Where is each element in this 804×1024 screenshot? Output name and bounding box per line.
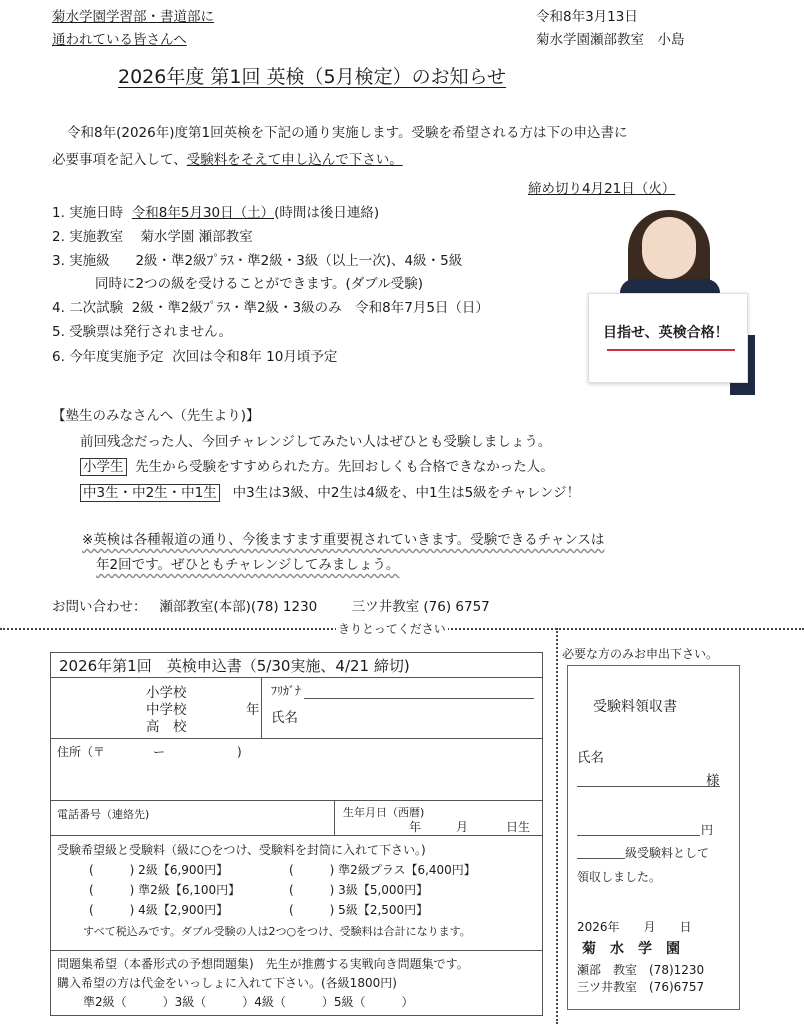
phone-label[interactable]: 電話番号（連絡先): [57, 808, 150, 821]
workbook-line-2: 購入希望の方は代金をいっしょに入れて下さい。(各級1800円): [57, 976, 397, 990]
list-item: 5. 受験票は発行されません。: [52, 324, 232, 340]
intro-emphasis: 受験料をそえて申し込んで下さい。: [186, 152, 403, 168]
receipt-grade-text: 級受験料として: [625, 846, 710, 860]
school-high: 高 校: [146, 719, 187, 735]
sign-text: 目指せ、英検合格！: [603, 325, 729, 341]
face: [642, 217, 696, 279]
grade-option[interactable]: ( ) 準2級【6,100円】: [89, 883, 241, 897]
tax-note: すべて税込みです。ダブル受験の人は2つ○をつけ、受験料は合計になります。: [83, 925, 471, 938]
address-label: 住所（〒 ー ): [57, 745, 242, 759]
receipt-amount-field: [577, 835, 700, 836]
receipt-note: 必要な方のみお申出下さい。: [562, 647, 719, 661]
grade-option[interactable]: ( ) 3級【5,000円】: [289, 883, 429, 897]
receipt-title: 受験料領収書: [593, 699, 677, 715]
intro-line-1: 令和8年(2026年)度第1回英検を下記の通り実施します。受験を希望される方は下の申込書に: [67, 125, 628, 141]
school-elementary: 小学校: [146, 685, 187, 701]
cut-text: きりとってください: [338, 622, 446, 636]
receipt-received: 領収しました。: [577, 870, 662, 884]
list-item: 4. 二次試験 2級・準2級ﾌﾟﾗｽ・準2級・3級のみ 令和8年7月5日（日）: [52, 300, 489, 316]
note-line-1: ※英検は各種報道の通り、今後ますます重要視されていきます。受験できるチャンスは: [82, 532, 605, 548]
list-item: 1. 実施日時 令和8年5月30日（土）(時間は後日連絡): [52, 205, 380, 221]
receipt: [567, 665, 740, 1010]
grade-selection-row: [51, 836, 542, 951]
address-row[interactable]: [51, 739, 542, 801]
school-junior: 中学校: [146, 702, 187, 718]
grade-option[interactable]: ( ) 2級【6,900円】: [89, 863, 229, 877]
intro-line-2: [52, 148, 403, 168]
workbook-options[interactable]: 準2級（ ）3級（ ）4級（ ）5級（ ）: [83, 995, 414, 1009]
teacher-line-2: 小学生 先生から受験をすすめられた方。先回おしくも合格できなかった人。: [80, 455, 554, 475]
birth-day: 日生: [506, 820, 531, 834]
list-item: 同時に2つの級を受けることができます。(ダブル受験): [95, 276, 424, 292]
birth-month: 月: [456, 820, 469, 834]
teacher-heading: 【塾生のみなさんへ（先生より)】: [52, 408, 260, 424]
application-form: [50, 652, 543, 1016]
birth-label[interactable]: 生年月日（西暦): [343, 806, 425, 819]
recipient-line-2: 通われている皆さんへ: [52, 32, 187, 48]
birth-year: 年: [409, 820, 422, 834]
receipt-name-label: 氏名: [577, 750, 604, 766]
intro-text: 必要事項を記入して、: [52, 152, 187, 168]
sign-board: [588, 293, 748, 383]
contact: お問い合わせ： 瀬部教室(本部)(78) 1230 三ツ井教室 (76) 6757: [52, 599, 490, 615]
teacher-line-3: 中3生・中2生・中1生 中3生は3級、中2生は4級を、中1生は5級をチャレンジ！: [80, 481, 580, 501]
sign-underline: [607, 349, 735, 351]
grade-option[interactable]: ( ) 4級【2,900円】: [89, 903, 229, 917]
receipt-branch-2: 三ツ井教室 (76)6757: [577, 980, 705, 994]
deadline: 締め切り4月21日（火）: [528, 181, 676, 197]
receipt-org: 菊 水 学 園: [582, 941, 680, 957]
school-name-row: [51, 678, 542, 739]
name-label: 氏名: [271, 710, 298, 726]
cut-line-vertical: [556, 628, 558, 1024]
note-line-2: 年2回です。ぜひともチャレンジしてみましょう。: [96, 557, 400, 573]
receipt-yen: 円: [701, 823, 714, 837]
sender: 菊水学園瀬部教室 小島: [536, 32, 685, 48]
receipt-branch-1: 瀬部 教室 (78)1230: [577, 963, 705, 977]
furigana-label: ﾌﾘｶﾞﾅ: [271, 684, 302, 698]
tag-junior-high: 中3生・中2生・中1生: [80, 484, 220, 502]
phone-birth-row: [51, 801, 542, 836]
page-title: 2026年度 第1回 英検（5月検定）のお知らせ: [118, 66, 507, 88]
grade-option[interactable]: ( ) 5級【2,500円】: [289, 903, 429, 917]
student-photo: [580, 205, 755, 395]
receipt-date: 2026年 月 日: [577, 920, 692, 934]
tag-elementary: 小学生: [80, 458, 127, 476]
list-item: 3. 実施級 2級・準2級ﾌﾟﾗｽ・準2級・3級（以上一次)、4級・5級: [52, 253, 463, 269]
workbook-row: [51, 951, 542, 1017]
receipt-name-field: [577, 786, 720, 787]
form-title: 2026年第1回 英検申込書（5/30実施、4/21 締切): [59, 657, 410, 675]
workbook-line-1: 問題集希望（本番形式の予想問題集) 先生が推薦する実戦向き問題集です。: [57, 957, 469, 971]
furigana-field[interactable]: [304, 698, 534, 699]
list-item: 2. 実施教室 菊水学園 瀬部教室: [52, 229, 253, 245]
teacher-line-1: 前回残念だった人、今回チャレンジしてみたい人はぜひとも受験しましょう。: [80, 434, 552, 450]
grades-heading: 受験希望級と受験料（級に○をつけ、受験料を封筒に入れて下さい。): [57, 843, 426, 857]
grade-option[interactable]: ( ) 準2級プラス【6,400円】: [289, 863, 476, 877]
receipt-grade-field: [577, 858, 625, 859]
form-title-row: [51, 653, 542, 678]
list-item: 6. 今年度実施予定 次回は令和8年 10月頃予定: [52, 349, 338, 365]
grade-year-label: 年: [246, 702, 260, 718]
receipt-sama: 様: [706, 773, 720, 789]
issue-date: 令和8年3月13日: [536, 9, 638, 25]
recipient-line-1: 菊水学園学習部・書道部に: [52, 9, 214, 25]
